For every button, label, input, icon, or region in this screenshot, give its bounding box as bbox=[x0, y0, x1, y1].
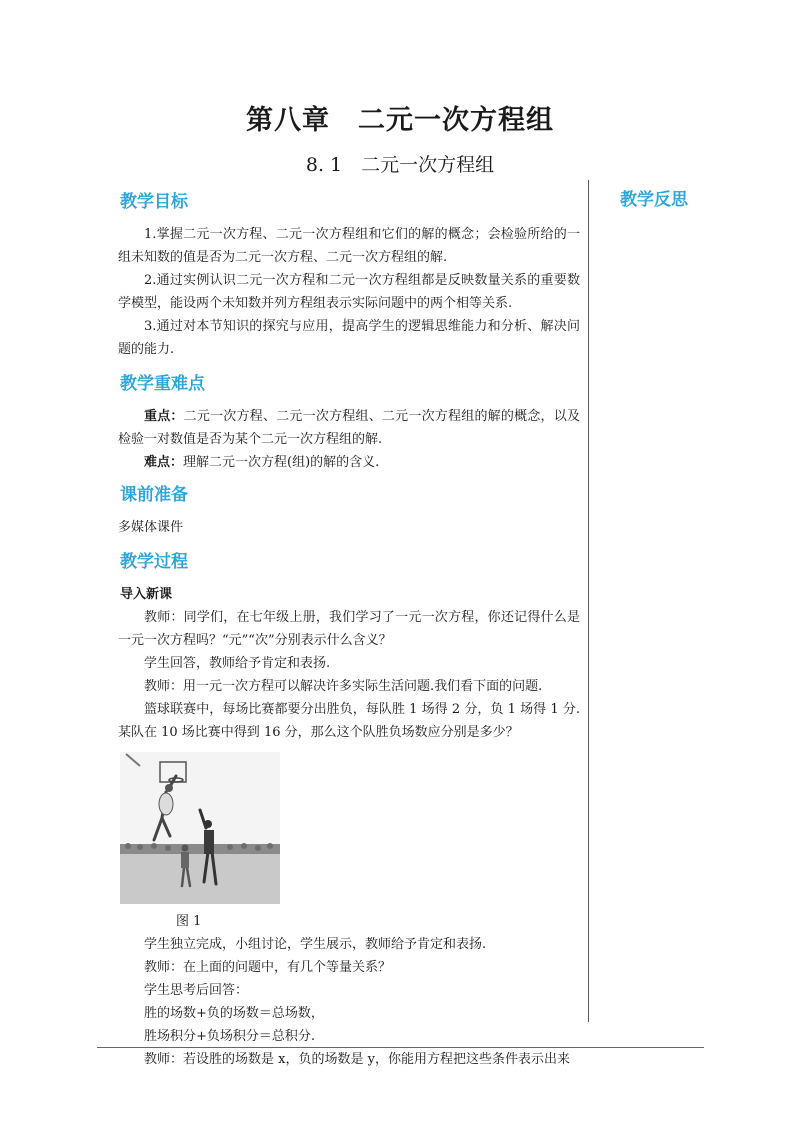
equation-line: 胜场积分+负场积分＝总积分. bbox=[144, 1029, 316, 1044]
objectives-heading: 教学目标 bbox=[120, 192, 188, 212]
preparation-text: 多媒体课件 bbox=[118, 520, 184, 535]
process-paragraph: 教师：在上面的问题中，有几个等量关系？ bbox=[144, 960, 392, 975]
intro-subheading: 导入新课 bbox=[120, 587, 173, 602]
process-paragraph: 篮球联赛中，每场比赛都要分出胜负，每队胜 1 场得 2 分，负 1 场得 1 分.某队在 10 场比赛中得到 16 分，那么这个队胜负场数应分别是多少？ bbox=[118, 702, 580, 740]
objective-item: 2.通过实例认识二元一次方程和二元一次方程组都是反映数量关系的重要数学模型，能设两个未知数并列方程组表示实际问题中的两个相等关系. bbox=[118, 273, 580, 311]
objective-item: 3.通过对本节知识的探究与应用，提高学生的逻辑思维能力和分析、解决问题的能力. bbox=[118, 319, 580, 357]
difficulty-label: 难点： bbox=[144, 455, 184, 470]
process-paragraph: 教师：若设胜的场数是 x，负的场数是 y，你能用方程把这些条件表示出来 bbox=[144, 1052, 570, 1067]
chapter-title: 第八章 二元一次方程组 bbox=[246, 105, 554, 136]
main-column bbox=[118, 183, 580, 1071]
key-point-label: 重点： bbox=[144, 409, 184, 424]
section-title: 8. 1 二元一次方程组 bbox=[305, 154, 495, 176]
process-paragraph: 学生回答，教师给予肯定和表扬. bbox=[144, 656, 331, 671]
difficulty-text: 理解二元一次方程(组)的解的含义. bbox=[183, 455, 380, 470]
process-paragraph: 学生独立完成，小组讨论，学生展示，教师给予肯定和表扬. bbox=[144, 937, 487, 952]
key-point-paragraph bbox=[118, 405, 580, 451]
preparation-heading: 课前准备 bbox=[120, 485, 188, 505]
process-paragraph: 教师：用一元一次方程可以解决许多实际生活问题.我们看下面的问题. bbox=[144, 679, 543, 694]
basketball-photo bbox=[120, 752, 280, 904]
figure-caption: 图 1 bbox=[176, 914, 202, 929]
process-heading: 教学过程 bbox=[120, 552, 188, 572]
key-point-text: 二元一次方程、二元一次方程组、二元一次方程组的解的概念，以及检验一对数值是否为某个二元一次方程组的解. bbox=[118, 409, 580, 447]
process-paragraph: 学生思考后回答： bbox=[144, 983, 249, 998]
difficulty-paragraph bbox=[118, 451, 580, 474]
objective-item: 1.掌握二元一次方程、二元一次方程组和它们的解的概念；会检验所给的一组未知数的值是否为二元一次方程、二元一次方程组的解. bbox=[118, 227, 580, 265]
column-divider bbox=[588, 180, 589, 1022]
equation-line: 胜的场数+负的场数＝总场数， bbox=[144, 1006, 324, 1021]
process-paragraph: 教师：同学们，在七年级上册，我们学习了一元一次方程，你还记得什么是一元一次方程吗？“元”“次”分别表示什么含义？ bbox=[118, 610, 580, 648]
key-points-heading: 教学重难点 bbox=[120, 374, 205, 394]
reflection-heading: 教学反思 bbox=[620, 190, 688, 210]
bottom-rule bbox=[97, 1047, 704, 1048]
